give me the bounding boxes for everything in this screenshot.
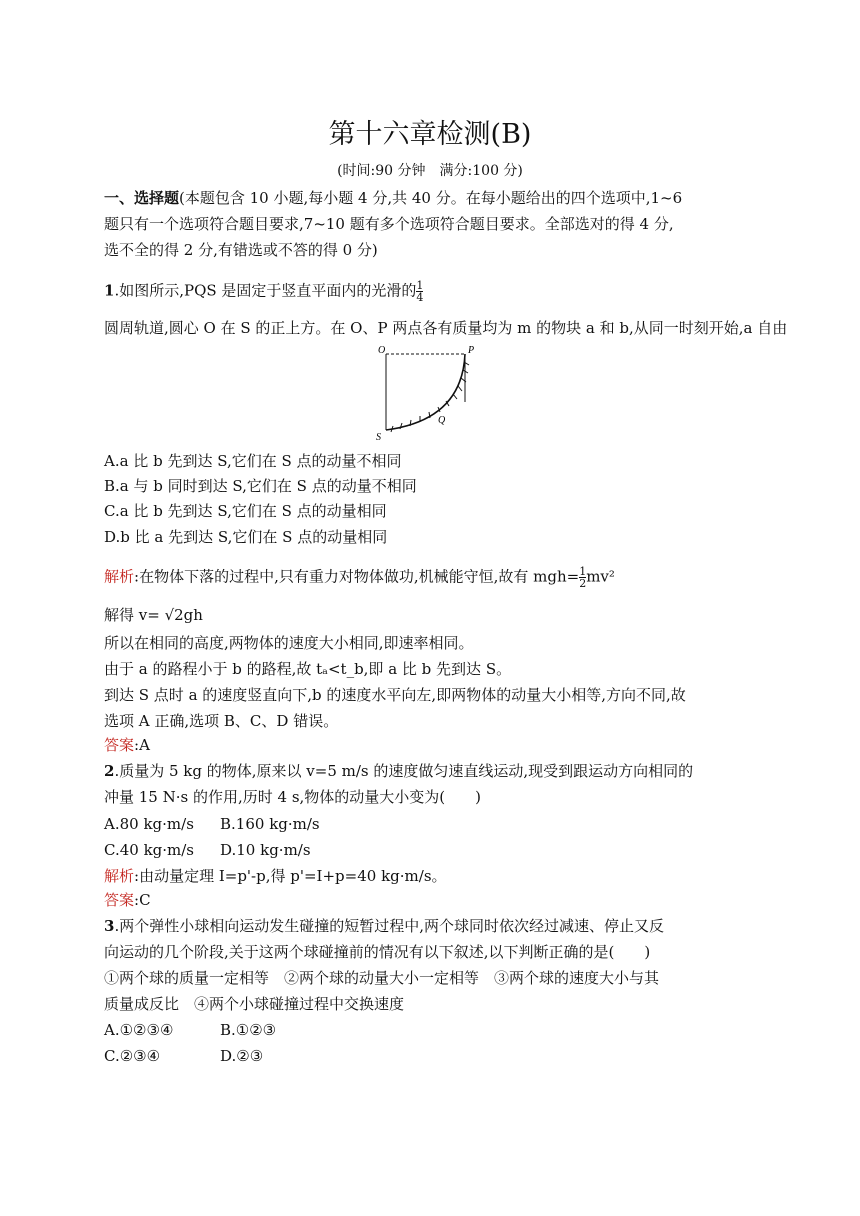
q2-analysis: 解析:由动量定理 I=p'-p,得 p'=I+p=40 kg·m/s。	[104, 867, 447, 885]
q1-analysis-line-4: 由于 a 的路程小于 b 的路程,故 tₐ<t_b,即 a 比 b 先到达 S。	[104, 660, 512, 678]
label-p: P	[468, 345, 475, 356]
q1-option-c: C.a 比 b 先到达 S,它们在 S 点的动量相同	[104, 502, 387, 520]
q1-answer: 答案:A	[104, 736, 150, 754]
section-instructions-line-3: 选不全的得 2 分,有错选或不答的得 0 分)	[104, 241, 378, 259]
q3-stem-line-3: ①两个球的质量一定相等 ②两个球的动量大小一定相等 ③两个球的速度大小与其	[104, 969, 660, 987]
q2-option-b: B.160 kg·m/s	[220, 815, 320, 833]
page-title: 第十六章检测(B)	[328, 119, 532, 150]
q3-option-d: D.②③	[220, 1047, 264, 1065]
q1-number: 1	[104, 281, 115, 300]
q1-fraction: $\frac{1}{4}$	[416, 279, 424, 304]
label-s: S	[376, 432, 381, 443]
analysis-fraction: $\frac{1}{2}$	[579, 565, 587, 590]
q2-option-a: A.80 kg·m/s	[104, 815, 194, 833]
section-instructions-line-2: 题只有一个选项符合题目要求,7~10 题有多个选项符合题目要求。全部选对的得 4 分,	[104, 215, 674, 233]
q2-stem-line-2: 冲量 15 N·s 的作用,历时 4 s,物体的动量大小变为( )	[104, 788, 482, 806]
q2-option-d: D.10 kg·m/s	[220, 841, 311, 859]
q1-stem-line-1: 1.如图所示,PQS 是固定于竖直平面内的光滑的 $\frac{1}{4}$	[104, 279, 424, 304]
section-heading: 一、选择题	[104, 189, 180, 207]
q1-analysis-line-3: 所以在相同的高度,两物体的速度大小相同,即速率相同。	[104, 634, 474, 652]
q1-analysis-line-6: 选项 A 正确,选项 B、C、D 错误。	[104, 712, 339, 730]
q3-options-row-1	[104, 1020, 276, 1040]
quarter-circle-track-diagram	[372, 342, 482, 446]
q3-options-row-2	[104, 1046, 263, 1066]
q1-option-b: B.a 与 b 同时到达 S,它们在 S 点的动量不相同	[104, 477, 417, 495]
label-o: O	[378, 345, 386, 356]
q1-stem-line-2: 圆周轨道,圆心 O 在 S 的正上方。在 O、P 两点各有质量均为 m 的物块 a 和 b,从同一时刻开始,a 自由	[104, 319, 788, 337]
q3-option-b: B.①②③	[220, 1021, 277, 1039]
answer-label: 答案	[104, 736, 135, 754]
q1-analysis-line-2: 解得 v= √2gh	[104, 606, 203, 624]
q2-stem-line-1: 2.质量为 5 kg 的物体,原来以 v=5 m/s 的速度做匀速直线运动,现受到跟运动方向相同的	[104, 762, 694, 780]
q1-option-d: D.b 比 a 先到达 S,它们在 S 点的动量相同	[104, 528, 388, 546]
q2-options-row-1	[104, 814, 320, 834]
q3-stem-line-1: 3.两个弹性小球相向运动发生碰撞的短暂过程中,两个球同时依次经过减速、停止又反	[104, 917, 664, 935]
q3-option-a: A.①②③④	[104, 1021, 174, 1039]
label-q: Q	[438, 415, 446, 426]
q2-answer: 答案:C	[104, 891, 151, 909]
q1-option-a: A.a 比 b 先到达 S,它们在 S 点的动量不相同	[104, 452, 402, 470]
q2-number: 2	[104, 762, 115, 780]
q3-stem-line-2: 向运动的几个阶段,关于这两个球碰撞前的情况有以下叙述,以下判断正确的是( )	[104, 943, 651, 961]
q3-option-c: C.②③④	[104, 1047, 161, 1065]
q3-number: 3	[104, 917, 115, 935]
analysis-label: 解析	[104, 567, 135, 586]
exam-info: (时间:90 分钟 满分:100 分)	[337, 163, 523, 179]
q3-stem-line-4: 质量成反比 ④两个小球碰撞过程中交换速度	[104, 995, 405, 1013]
section-instructions-line-1: 一、选择题(本题包含 10 小题,每小题 4 分,共 40 分。在每小题给出的四个选项中,1~6	[104, 189, 683, 207]
answer-label: 答案	[104, 891, 135, 909]
q2-options-row-2	[104, 840, 311, 860]
q2-option-c: C.40 kg·m/s	[104, 841, 194, 859]
q1-analysis-line-5: 到达 S 点时 a 的速度竖直向下,b 的速度水平向左,即两物体的动量大小相等,方向不同,故	[104, 686, 686, 704]
q1-analysis-line-1: 解析:在物体下落的过程中,只有重力对物体做功,机械能守恒,故有 mgh= $\frac{1}{2}$ mv²	[104, 565, 615, 590]
analysis-label: 解析	[104, 867, 135, 885]
